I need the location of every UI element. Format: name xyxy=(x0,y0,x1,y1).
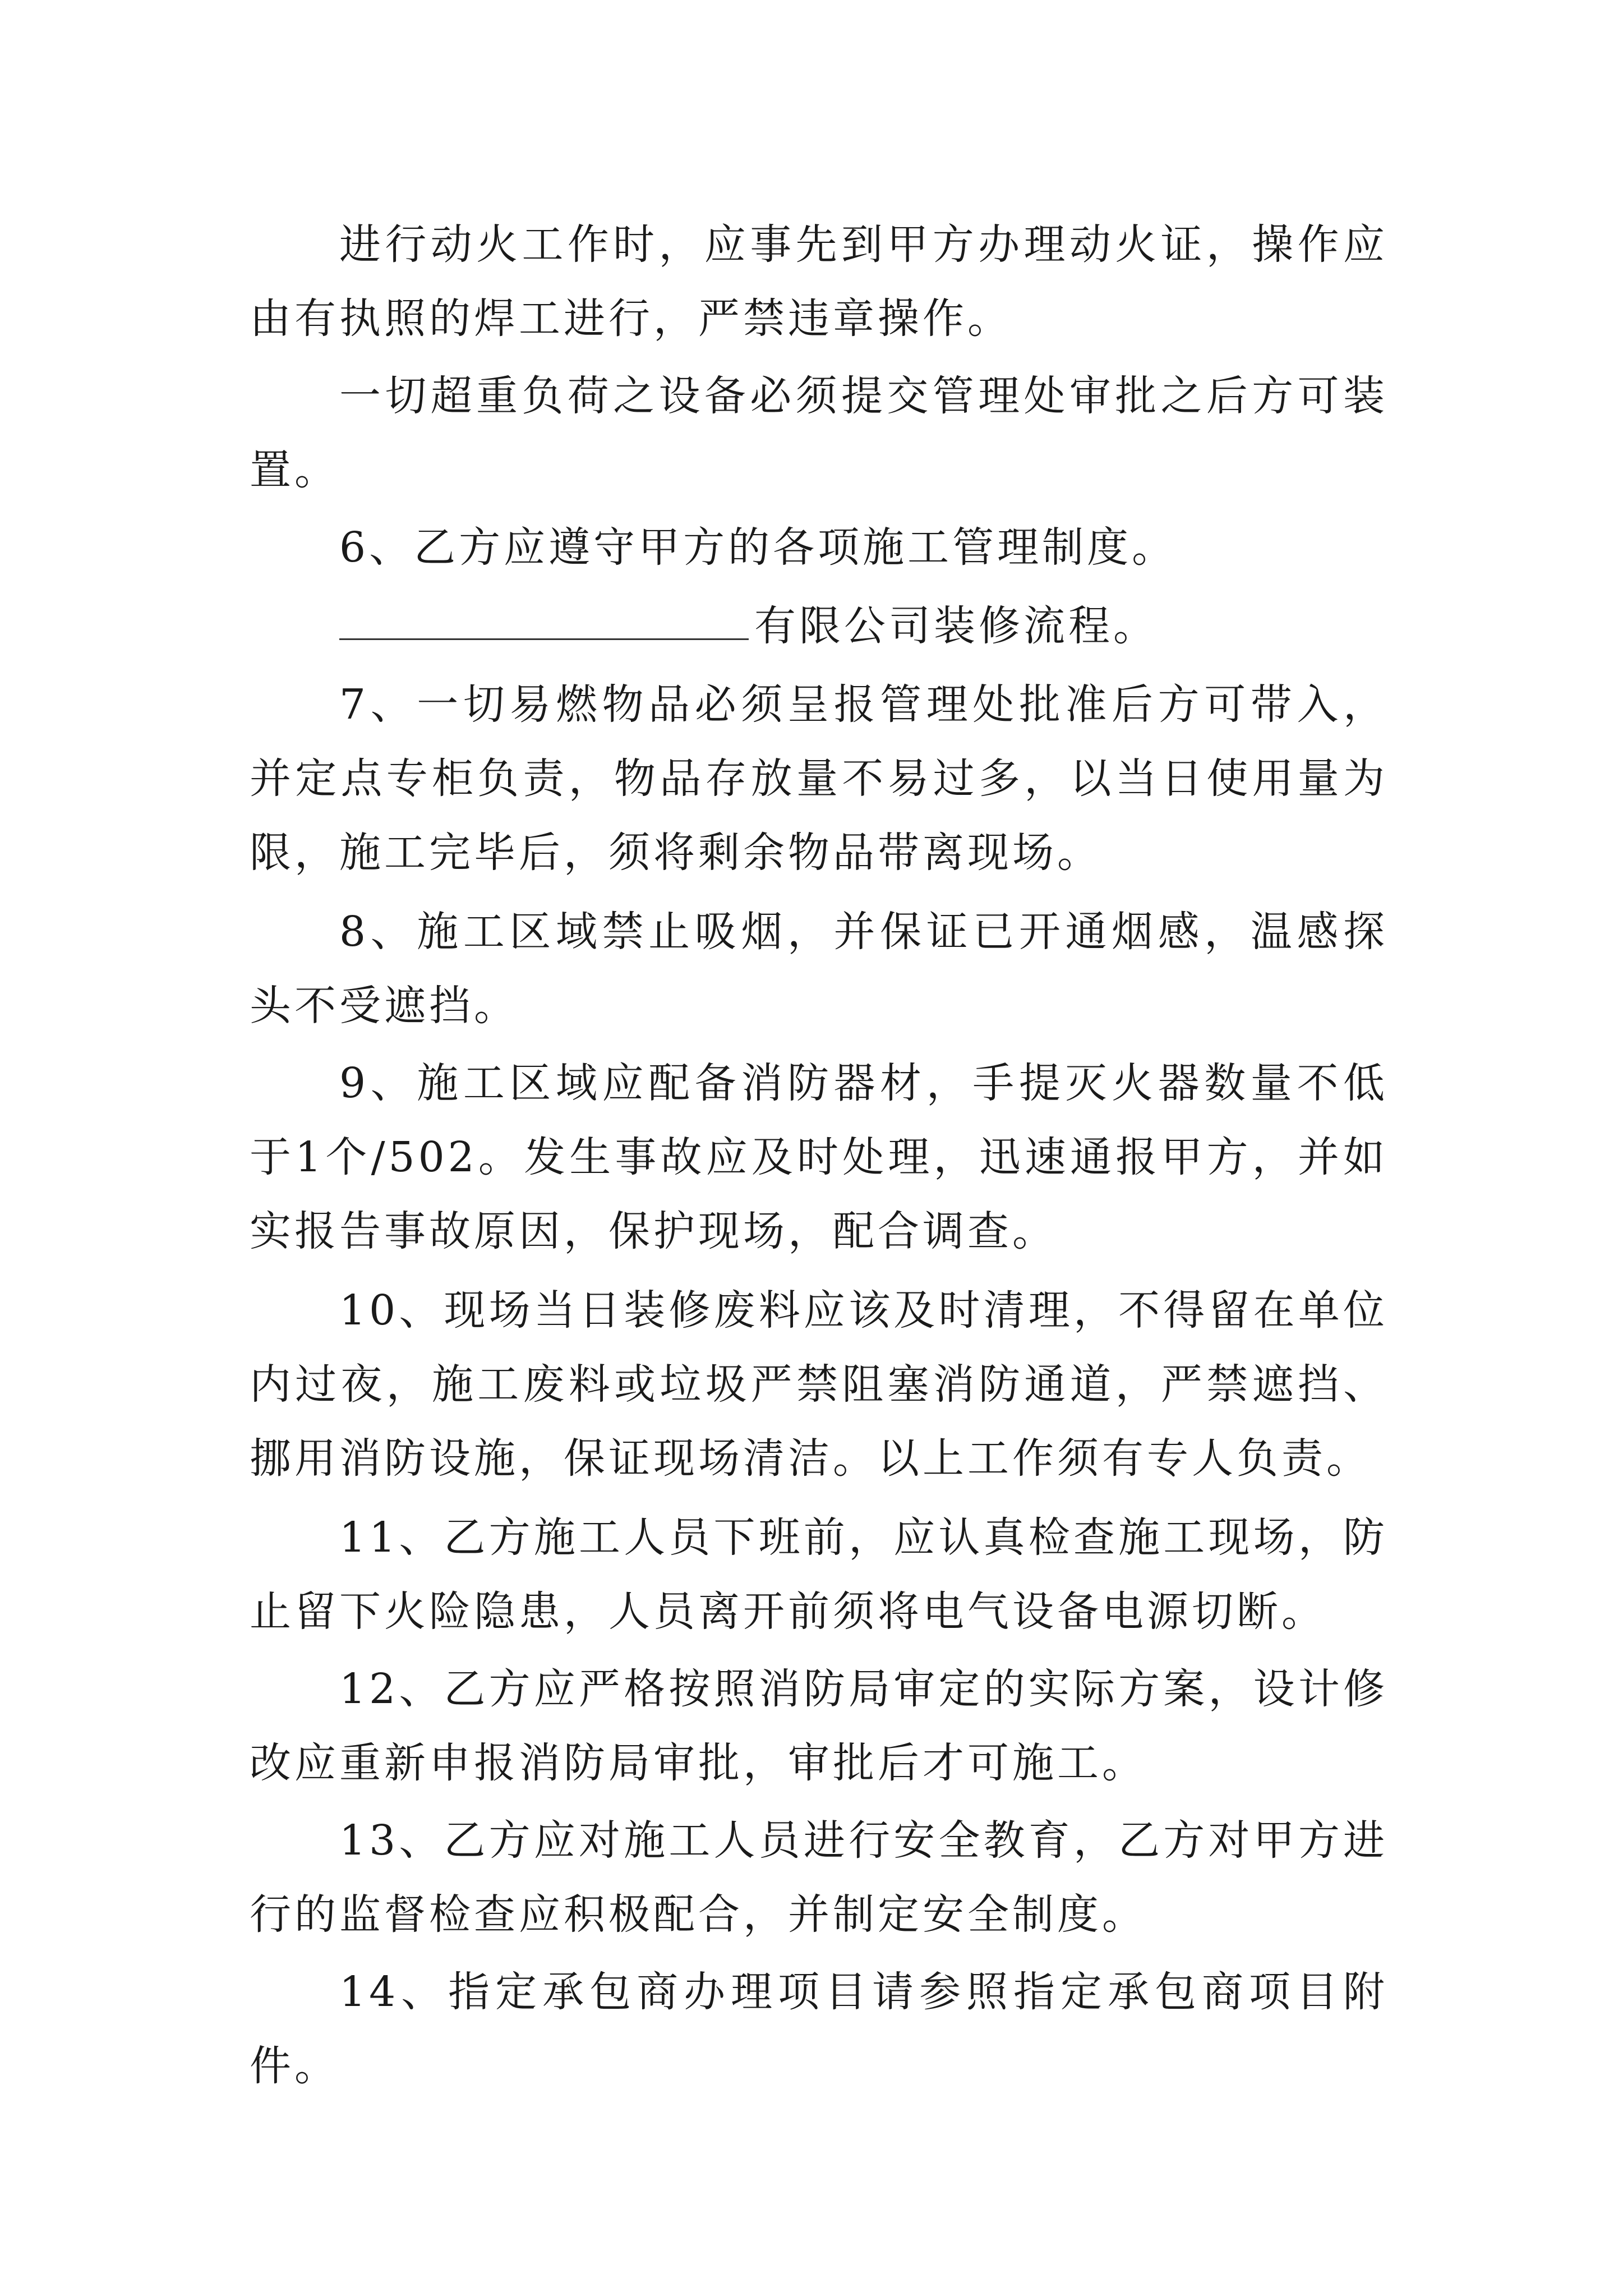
paragraph-item-6: 6、乙方应遵守甲方的各项施工管理制度。 xyxy=(339,523,1177,572)
paragraph-item-14: 14、指定承包商办理项目请参照指定承包商项目附件。 xyxy=(250,1968,1388,2090)
paragraph-item-9: 9、施工区域应配备消防器材，手提灭火器数量不低于1个/502。发生事故应及时处理，迅速通报甲方，并如实报告事故原因，保护现场，配合调查。 xyxy=(250,1059,1388,1255)
paragraph-item-11: 11、乙方施工人员下班前，应认真检查施工现场，防止留下火险隐患，人员离开前须将电气设备电源切断。 xyxy=(250,1513,1388,1636)
paragraph-item-7: 7、一切易燃物品必须呈报管理处批准后方可带入，并定点专柜负责，物品存放量不易过多，以当日使用量为限，施工完毕后，须将剩余物品带离现场。 xyxy=(250,680,1388,877)
blank-fill-line xyxy=(339,599,749,640)
paragraph-item-13: 13、乙方应对施工人员进行安全教育，乙方对甲方进行的监督检查应积极配合，并制定安全制度。 xyxy=(250,1816,1388,1939)
paragraph-item-12: 12、乙方应严格按照消防局审定的实际方案，设计修改应重新申报消防局审批，审批后才可施工。 xyxy=(250,1665,1388,1787)
company-process-text: 有限公司装修流程。 xyxy=(754,602,1158,650)
paragraph-heavy-equipment: 一切超重负荷之设备必须提交管理处审批之后方可装置。 xyxy=(250,372,1388,494)
paragraph-item-8: 8、施工区域禁止吸烟，并保证已开通烟感，温感探头不受遮挡。 xyxy=(250,908,1388,1030)
paragraph-hot-work: 进行动火工作时，应事先到甲方办理动火证，操作应由有执照的焊工进行，严禁违章操作。 xyxy=(250,220,1388,343)
paragraph-item-10: 10、现场当日装修废料应该及时清理，不得留在单位内过夜，施工废料或垃圾严禁阻塞消防通道，严禁遮挡、挪用消防设施，保证现场清洁。以上工作须有专人负责。 xyxy=(250,1286,1388,1483)
paragraph-company-process xyxy=(250,589,1388,663)
